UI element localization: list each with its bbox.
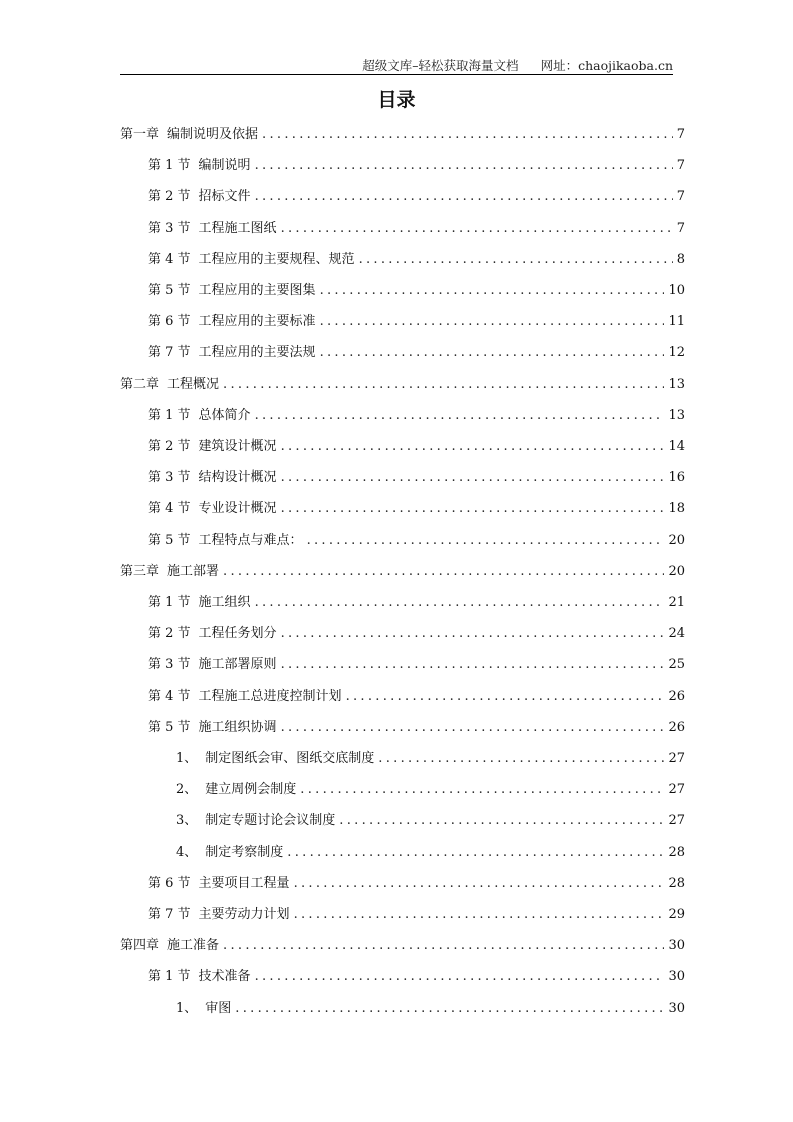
dot-leader xyxy=(294,907,665,922)
toc-text: 工程任务划分 xyxy=(198,626,277,642)
dot-leader xyxy=(281,657,665,672)
dot-leader xyxy=(255,408,665,423)
dot-leader xyxy=(320,345,665,360)
toc-page: 13 xyxy=(668,376,685,392)
toc-number: 第 4 节 xyxy=(148,688,191,704)
toc-entry[interactable] xyxy=(148,872,685,892)
toc-text: 招标文件 xyxy=(198,189,251,205)
toc-number: 第 5 节 xyxy=(148,719,191,735)
toc-page: 13 xyxy=(668,407,685,423)
toc-page: 8 xyxy=(676,251,685,267)
toc-number: 第 5 节 xyxy=(148,532,191,548)
toc-page: 28 xyxy=(668,844,685,860)
toc-number: 第 4 节 xyxy=(148,501,191,517)
toc-number: 第 1 节 xyxy=(148,595,191,610)
toc-text: 总体简介 xyxy=(198,407,251,423)
toc-label xyxy=(148,466,277,485)
toc-page: 26 xyxy=(668,688,685,704)
toc-text: 工程施工图纸 xyxy=(198,220,277,236)
toc-number: 第二章 xyxy=(120,376,160,392)
toc-entry[interactable] xyxy=(120,373,685,393)
toc-number: 第 2 节 xyxy=(148,439,191,454)
toc-entry[interactable] xyxy=(120,934,685,954)
toc-text: 编制说明 xyxy=(198,158,251,174)
toc-number: 第 1 节 xyxy=(148,969,191,985)
toc-text: 施工部署原则 xyxy=(198,657,277,673)
toc-entry[interactable] xyxy=(148,653,685,673)
toc-label xyxy=(148,154,251,173)
toc-text: 工程应用的主要标准 xyxy=(198,314,316,330)
toc-label xyxy=(148,529,303,548)
toc-label xyxy=(148,622,277,641)
toc-page: 30 xyxy=(668,969,685,985)
toc-label xyxy=(148,497,277,516)
toc-number: 1、 xyxy=(176,751,198,766)
dot-leader xyxy=(287,845,664,860)
toc-page: 27 xyxy=(668,813,685,829)
dot-leader xyxy=(255,969,665,984)
toc-number: 第 1 节 xyxy=(148,158,191,174)
toc-entry[interactable] xyxy=(148,716,685,736)
toc-label xyxy=(148,248,355,267)
toc-number: 第 5 节 xyxy=(148,283,191,298)
toc-page: 20 xyxy=(668,532,685,548)
toc-number: 第 3 节 xyxy=(148,657,191,673)
dot-leader xyxy=(359,252,673,267)
toc-page: 11 xyxy=(668,314,685,330)
toc-text: 结构设计概况 xyxy=(198,470,277,486)
dot-leader xyxy=(223,564,664,579)
dot-leader xyxy=(281,501,665,516)
toc-entry[interactable] xyxy=(120,123,685,143)
toc-number: 1、 xyxy=(176,1000,198,1016)
toc-page: 25 xyxy=(668,657,685,673)
toc-label xyxy=(148,217,277,236)
toc-text: 制定专题讨论会议制度 xyxy=(205,813,336,829)
toc-text: 工程特点与难点： xyxy=(198,532,303,548)
toc-label xyxy=(148,435,277,454)
toc-entry[interactable] xyxy=(148,217,685,237)
toc-page: 28 xyxy=(668,875,685,891)
toc-entry[interactable] xyxy=(148,497,685,517)
toc-label xyxy=(148,310,316,329)
toc-label xyxy=(120,373,219,392)
toc-label xyxy=(148,872,290,891)
toc-entry[interactable] xyxy=(148,622,685,642)
toc-page: 30 xyxy=(668,938,685,954)
toc-text: 工程应用的主要图集 xyxy=(198,283,316,298)
dot-leader xyxy=(223,938,664,953)
toc-text: 主要项目工程量 xyxy=(198,875,290,891)
toc-entry[interactable] xyxy=(148,466,685,486)
toc-page: 7 xyxy=(676,158,685,174)
toc-number: 第 1 节 xyxy=(148,407,191,423)
toc-text: 编制说明及依据 xyxy=(167,127,259,142)
toc-page: 7 xyxy=(676,127,685,142)
toc-entry[interactable] xyxy=(148,685,685,705)
toc-label xyxy=(148,653,277,672)
toc-page: 7 xyxy=(676,220,685,236)
toc-entry[interactable] xyxy=(148,404,685,424)
toc-label xyxy=(176,809,335,828)
dot-leader xyxy=(223,377,664,392)
toc-page: 10 xyxy=(668,283,685,298)
toc-text: 专业设计概况 xyxy=(198,501,277,517)
toc-label xyxy=(148,279,316,298)
toc-entry[interactable] xyxy=(148,965,685,985)
page-header xyxy=(120,56,673,74)
toc-number: 第 3 节 xyxy=(148,220,191,236)
toc-text: 施工组织 xyxy=(198,595,251,610)
toc-text: 施工组织协调 xyxy=(198,719,277,735)
toc-page: 21 xyxy=(668,595,685,610)
dot-leader xyxy=(281,221,673,236)
toc-number: 第 6 节 xyxy=(148,314,191,330)
toc-number: 第四章 xyxy=(120,938,160,954)
toc-label xyxy=(176,778,296,797)
toc-label xyxy=(148,185,251,204)
toc-page: 18 xyxy=(668,501,685,517)
toc-label xyxy=(120,123,258,142)
dot-leader xyxy=(300,782,664,797)
toc-label xyxy=(148,341,316,360)
toc-text: 制定考察制度 xyxy=(205,844,284,860)
header-url: 网址：chaojikaoba.cn xyxy=(540,58,673,73)
toc-text: 主要劳动力计划 xyxy=(198,907,290,922)
dot-leader xyxy=(255,595,665,610)
toc-number: 第三章 xyxy=(120,563,160,579)
dot-leader xyxy=(378,751,664,766)
toc-page: 27 xyxy=(668,751,685,766)
toc-entry[interactable] xyxy=(176,778,685,798)
toc-number: 4、 xyxy=(176,844,198,860)
toc-text: 工程应用的主要规程、规范 xyxy=(198,251,355,267)
header-site: 超级文库–轻松获取海量文档 xyxy=(362,58,519,73)
toc-entry[interactable] xyxy=(148,154,685,174)
toc-number: 第 2 节 xyxy=(148,189,191,205)
toc-label xyxy=(148,965,251,984)
toc-number: 第 7 节 xyxy=(148,345,191,361)
toc-text: 建立周例会制度 xyxy=(205,782,297,798)
dot-leader xyxy=(339,813,664,828)
toc-number: 第 7 节 xyxy=(148,907,191,922)
toc-entry[interactable] xyxy=(120,560,685,580)
dot-leader xyxy=(281,470,665,485)
toc-entry[interactable] xyxy=(176,747,685,767)
dot-leader xyxy=(281,439,665,454)
toc-label xyxy=(148,685,342,704)
toc-page: 16 xyxy=(668,470,685,486)
toc-page: 14 xyxy=(668,439,685,454)
toc-entry[interactable] xyxy=(148,185,685,205)
toc-page: 26 xyxy=(668,719,685,735)
dot-leader xyxy=(346,689,665,704)
dot-leader xyxy=(294,876,665,891)
toc-page: 29 xyxy=(668,907,685,922)
toc-label xyxy=(120,934,219,953)
toc-number: 3、 xyxy=(176,813,198,829)
dot-leader xyxy=(320,314,665,329)
dot-leader xyxy=(262,127,673,142)
dot-leader xyxy=(281,720,665,735)
toc-label xyxy=(176,747,374,766)
toc-number: 第 4 节 xyxy=(148,251,191,267)
toc-number: 第一章 xyxy=(120,127,160,142)
toc-entry[interactable] xyxy=(148,435,685,455)
toc-page: 7 xyxy=(676,189,685,205)
toc-number: 第 3 节 xyxy=(148,470,191,486)
toc-label xyxy=(120,560,219,579)
dot-leader xyxy=(255,158,673,173)
toc-entry[interactable] xyxy=(148,529,685,549)
toc-text: 审图 xyxy=(205,1000,232,1016)
toc-entry[interactable] xyxy=(176,997,685,1017)
toc-page: 27 xyxy=(668,782,685,798)
toc-text: 施工准备 xyxy=(167,938,220,954)
toc-label xyxy=(148,716,277,735)
toc-text: 工程应用的主要法规 xyxy=(198,345,316,361)
dot-leader xyxy=(235,1001,664,1016)
toc-number: 2、 xyxy=(176,782,198,798)
toc-text: 建筑设计概况 xyxy=(198,439,277,454)
toc-entry[interactable] xyxy=(176,809,685,829)
toc-label xyxy=(148,591,251,610)
toc-entry[interactable] xyxy=(148,310,685,330)
toc-entry[interactable] xyxy=(176,841,685,861)
dot-leader xyxy=(307,533,665,548)
toc-text: 施工部署 xyxy=(167,563,220,579)
toc-page: 30 xyxy=(668,1000,685,1016)
toc-number: 第 6 节 xyxy=(148,875,191,891)
dot-leader xyxy=(320,283,665,298)
dot-leader xyxy=(255,189,673,204)
toc-label xyxy=(148,404,251,423)
toc-page: 12 xyxy=(668,345,685,361)
toc-text: 工程概况 xyxy=(167,376,220,392)
toc-entry[interactable] xyxy=(148,903,685,923)
toc-number: 第 2 节 xyxy=(148,626,191,642)
page-title: 目录 xyxy=(377,89,416,111)
toc-entry[interactable] xyxy=(148,279,685,299)
toc-label xyxy=(148,903,290,922)
toc-text: 技术准备 xyxy=(198,969,251,985)
toc-entry[interactable] xyxy=(148,248,685,268)
toc-label xyxy=(176,997,231,1016)
toc-page: 24 xyxy=(668,626,685,642)
toc-text: 工程施工总进度控制计划 xyxy=(198,688,342,704)
header-rule xyxy=(120,74,673,75)
toc-entry[interactable] xyxy=(148,591,685,611)
toc-entry[interactable] xyxy=(148,341,685,361)
toc-text: 制定图纸会审、图纸交底制度 xyxy=(205,751,375,766)
dot-leader xyxy=(281,626,665,641)
toc-label xyxy=(176,841,283,860)
toc-page: 20 xyxy=(668,563,685,579)
